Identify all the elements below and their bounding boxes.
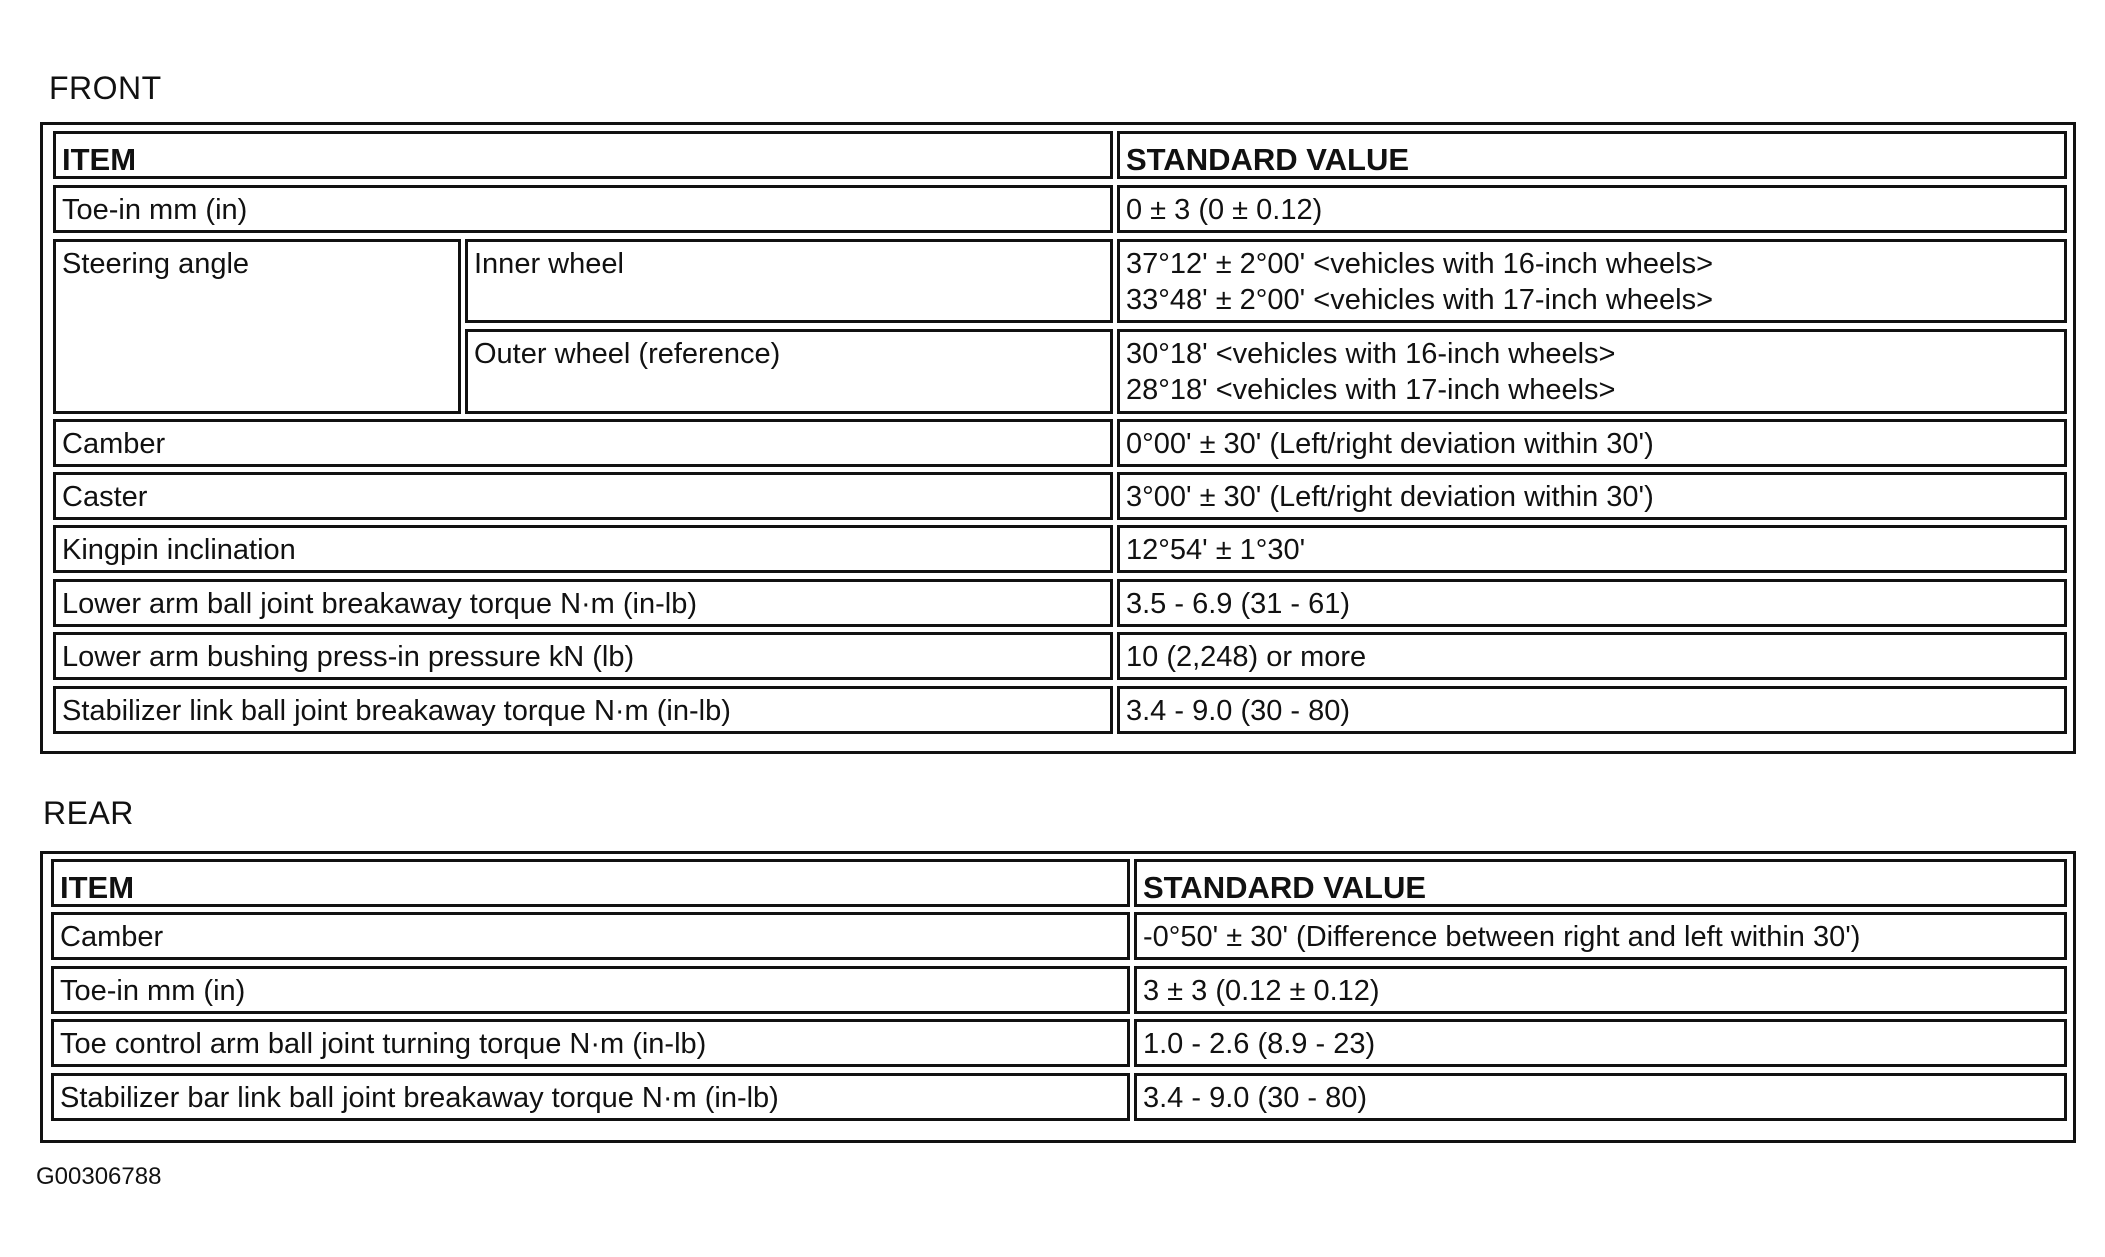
rear-camber-item: Camber (51, 912, 1130, 960)
rear-toe-in-item: Toe-in mm (in) (51, 966, 1130, 1014)
rear-header-value: STANDARD VALUE (1134, 859, 2067, 907)
rear-toe-control-arm-value: 1.0 - 2.6 (8.9 - 23) (1134, 1019, 2067, 1067)
front-inner-wheel-item: Inner wheel (465, 239, 1113, 323)
rear-section-title: REAR (43, 795, 134, 831)
front-header-value: STANDARD VALUE (1117, 131, 2067, 179)
front-kingpin-value: 12°54' ± 1°30' (1117, 525, 2067, 573)
front-header-item: ITEM (53, 131, 1113, 179)
front-inner-wheel-value-17in: 33°48' ± 2°00' <vehicles with 17-inch wheels> (1126, 284, 1714, 316)
front-lower-arm-bushing-item: Lower arm bushing press-in pressure kN (lb) (53, 632, 1113, 680)
front-section-title: FRONT (49, 70, 162, 106)
front-toe-in-item: Toe-in mm (in) (53, 185, 1113, 233)
front-inner-wheel-value (1117, 239, 2067, 323)
front-stabilizer-link-value: 3.4 - 9.0 (30 - 80) (1117, 686, 2067, 734)
rear-toe-control-arm-item: Toe control arm ball joint turning torque N·m (in-lb) (51, 1019, 1130, 1067)
front-outer-wheel-value-16in: 30°18' <vehicles with 16-inch wheels> (1126, 338, 1616, 370)
front-camber-item: Camber (53, 419, 1113, 467)
front-inner-wheel-value-16in: 37°12' ± 2°00' <vehicles with 16-inch wheels> (1126, 248, 1714, 280)
front-stabilizer-link-item: Stabilizer link ball joint breakaway torque N·m (in-lb) (53, 686, 1113, 734)
front-lower-arm-ball-joint-value: 3.5 - 6.9 (31 - 61) (1117, 579, 2067, 627)
front-caster-value: 3°00' ± 30' (Left/right deviation within 30') (1117, 472, 2067, 520)
front-kingpin-item: Kingpin inclination (53, 525, 1113, 573)
rear-header-item: ITEM (51, 859, 1130, 907)
front-lower-arm-ball-joint-item: Lower arm ball joint breakaway torque N·m (in-lb) (53, 579, 1113, 627)
front-steering-angle-item: Steering angle (53, 239, 461, 414)
rear-stabilizer-bar-link-item: Stabilizer bar link ball joint breakaway torque N·m (in-lb) (51, 1073, 1130, 1121)
front-outer-wheel-item: Outer wheel (reference) (465, 329, 1113, 414)
front-camber-value: 0°00' ± 30' (Left/right deviation within 30') (1117, 419, 2067, 467)
rear-toe-in-value: 3 ± 3 (0.12 ± 0.12) (1134, 966, 2067, 1014)
front-outer-wheel-value-17in: 28°18' <vehicles with 17-inch wheels> (1126, 374, 1616, 406)
figure-code: G00306788 (36, 1163, 162, 1190)
rear-camber-value: -0°50' ± 30' (Difference between right and left within 30') (1134, 912, 2067, 960)
front-toe-in-value: 0 ± 3 (0 ± 0.12) (1117, 185, 2067, 233)
front-outer-wheel-value (1117, 329, 2067, 414)
rear-stabilizer-bar-link-value: 3.4 - 9.0 (30 - 80) (1134, 1073, 2067, 1121)
front-caster-item: Caster (53, 472, 1113, 520)
front-lower-arm-bushing-value: 10 (2,248) or more (1117, 632, 2067, 680)
